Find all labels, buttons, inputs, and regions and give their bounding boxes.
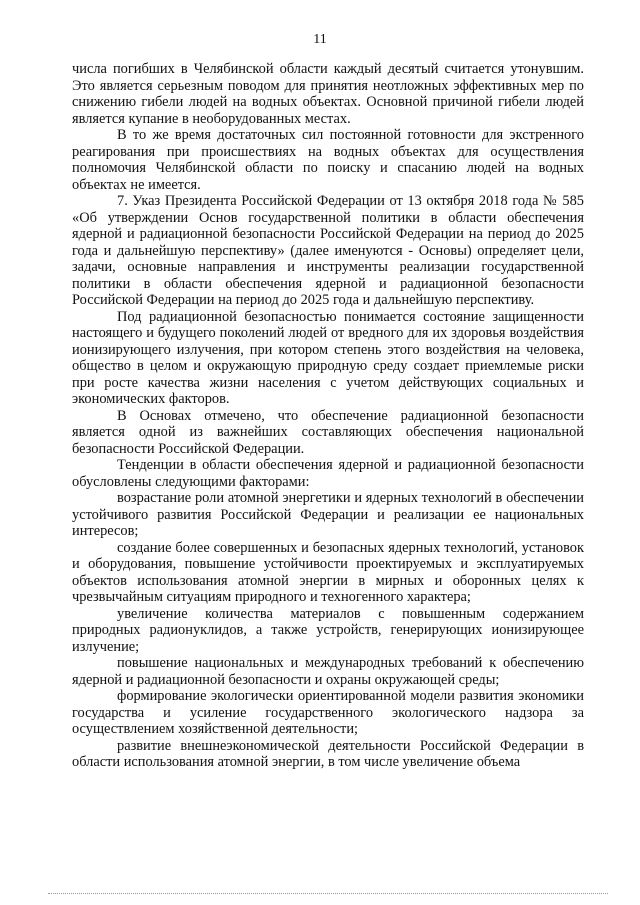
paragraph-2: В то же время достаточных сил постоянной готовности для экстренного реагирования при происшествиях на водных объектах для осуществления полномочия Челябинской области по поиску и спасанию людей на водных объектах не имеется. [72,127,584,193]
paragraph-7: возрастание роли атомной энергетики и ядерных технологий в обеспечении устойчивого развития Российской Федерации и реализации ее национальных интересов; [72,490,584,539]
paragraph-10: повышение национальных и международных требований к обеспечению ядерной и радиационной безопасности и охраны окружающей среды; [72,655,584,688]
paragraph-3: 7. Указ Президента Российской Федерации от 13 октября 2018 года № 585 «Об утверждении Основ государственной политики в области обеспечения ядерной и радиационной безопасности Российской Федерации на период до 2025 года и дальнейшую перспективу» (далее именуются - Основы) определяет цели, задачи, основные направления и инструменты реализации государственной политики в области обеспечения ядерной и радиационной безопасности Российской Федерации на период до 2025 года и дальнейшую перспективу. [72,193,584,308]
page-bottom-divider [48,893,608,894]
paragraph-1: числа погибших в Челябинской области каждый десятый считается утонувшим. Это является серьезным поводом для принятия неотложных эффективных мер по снижению гибели людей на водных объектах. Основной причиной гибели людей является купание в необорудованных местах. [72,61,584,127]
paragraph-6: Тенденции в области обеспечения ядерной и радиационной безопасности обусловлены следующими факторами: [72,457,584,490]
paragraph-11: формирование экологически ориентированной модели развития экономики государства и усиление государственного экологического надзора за осуществлением хозяйственной деятельности; [72,688,584,737]
paragraph-8: создание более совершенных и безопасных ядерных технологий, установок и оборудования, повышение устойчивости проектируемых и эксплуатируемых объектов использования атомной энергии в мирных и оборонных целях к чрезвычайным ситуациям природного и техногенного характера; [72,539,584,605]
body-text [72,61,584,771]
paragraph-12: развитие внешнеэкономической деятельности Российской Федерации в области использования атомной энергии, в том числе увеличение объема [72,737,584,770]
paragraph-4: Под радиационной безопасностью понимается состояние защищенности настоящего и будущего поколений людей от вредного для их здоровья воздействия ионизирующего излучения, при котором степень этого воздействия на человека, общество в целом и окружающую природную среду создает приемлемые риски при росте качества жизни населения с учетом действующих социальных и экономических факторов. [72,308,584,407]
paragraph-5: В Основах отмечено, что обеспечение радиационной безопасности является одной из важнейших составляющих обеспечения национальной безопасности Российской Федерации. [72,407,584,457]
page-number: 11 [313,32,327,47]
paragraph-9: увеличение количества материалов с повышенным содержанием природных радионуклидов, а также устройств, генерирующих ионизирующее излучение; [72,605,584,655]
